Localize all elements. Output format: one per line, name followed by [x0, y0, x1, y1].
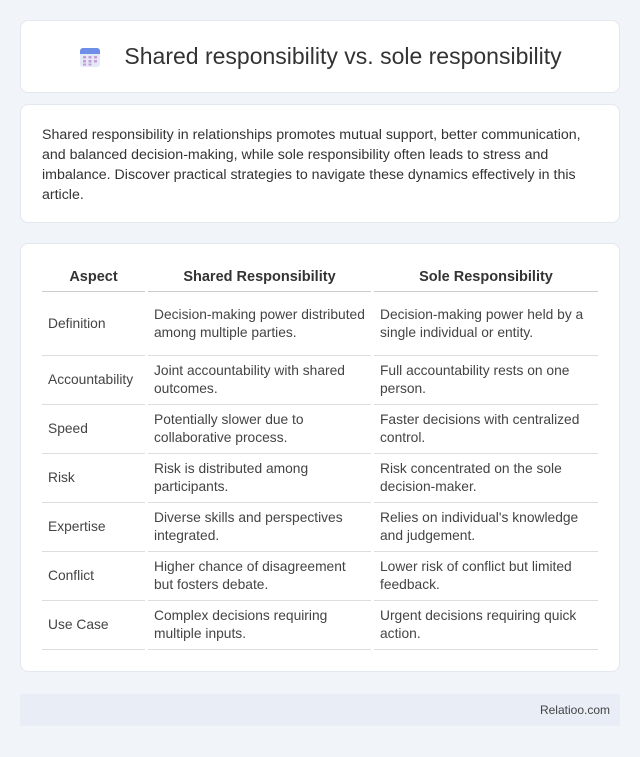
row-sole: Faster decisions with centralized control.: [374, 405, 598, 454]
row-sole: Decision-making power held by a single individual or entity.: [374, 292, 598, 356]
calendar-icon: [78, 45, 102, 69]
row-sole: Lower risk of conflict but limited feedback.: [374, 552, 598, 601]
row-aspect: Accountability: [42, 356, 145, 405]
comparison-table: [39, 262, 601, 650]
row-shared: Risk is distributed among participants.: [148, 454, 371, 503]
table-row: [42, 601, 598, 650]
table-row: [42, 356, 598, 405]
row-shared: Higher chance of disagreement but fosters debate.: [148, 552, 371, 601]
header-shared: Shared Responsibility: [148, 262, 371, 292]
table-row: [42, 454, 598, 503]
row-shared: Complex decisions requiring multiple inputs.: [148, 601, 371, 650]
table-row: [42, 552, 598, 601]
page-title: Shared responsibility vs. sole responsibility: [124, 43, 562, 69]
header-aspect: Aspect: [42, 262, 145, 292]
row-aspect: Conflict: [42, 552, 145, 601]
table-row: [42, 292, 598, 356]
row-aspect: Speed: [42, 405, 145, 454]
title-card: [20, 20, 620, 93]
row-shared: Decision-making power distributed among multiple parties.: [148, 292, 371, 356]
table-header-row: [42, 262, 598, 292]
table-row: [42, 503, 598, 552]
row-shared: Potentially slower due to collaborative process.: [148, 405, 371, 454]
intro-card: [20, 104, 620, 223]
table-row: [42, 405, 598, 454]
row-sole: Urgent decisions requiring quick action.: [374, 601, 598, 650]
row-shared: Diverse skills and perspectives integrated.: [148, 503, 371, 552]
row-aspect: Use Case: [42, 601, 145, 650]
row-aspect: Expertise: [42, 503, 145, 552]
row-aspect: Definition: [42, 292, 145, 356]
footer-brand: Relatioo.com: [539, 703, 610, 717]
row-aspect: Risk: [42, 454, 145, 503]
header-sole: Sole Responsibility: [374, 262, 598, 292]
intro-text: Shared responsibility in relationships promotes mutual support, better communication, and balanced decision-making, while sole responsibility often leads to stress and imbalance. Discover practical strategies to navigate these dynamics effectively in this article.: [42, 127, 581, 203]
row-sole: Relies on individual's knowledge and judgement.: [374, 503, 598, 552]
row-sole: Full accountability rests on one person.: [374, 356, 598, 405]
row-shared: Joint accountability with shared outcomes.: [148, 356, 371, 405]
comparison-card: [20, 243, 620, 672]
row-sole: Risk concentrated on the sole decision-maker.: [374, 454, 598, 503]
footer: [20, 694, 620, 726]
